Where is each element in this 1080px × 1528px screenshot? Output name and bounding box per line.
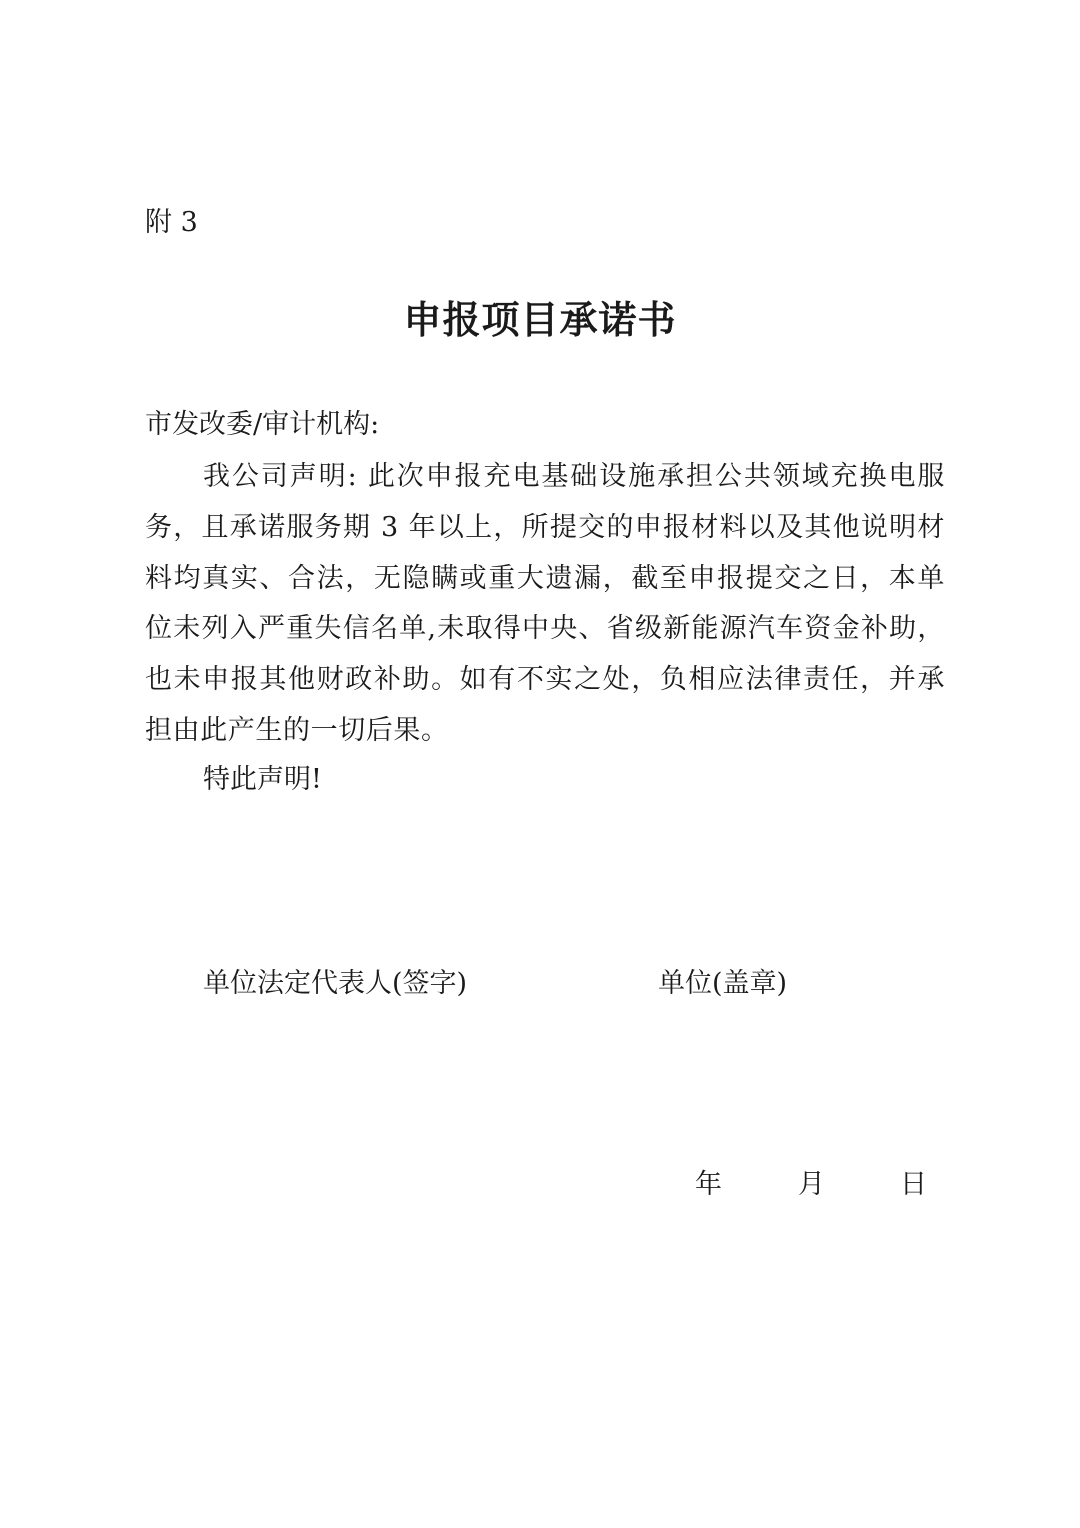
date-day-label: 日: [900, 1169, 927, 1200]
addressee: 市发改委/审计机构:: [145, 409, 380, 440]
company-seal-label: 单位(盖章): [658, 968, 788, 999]
attachment-label: 附 3: [145, 207, 198, 238]
document-title: 申报项目承诺书: [403, 298, 677, 342]
date-year-label: 年: [695, 1169, 722, 1200]
commitment-paragraph: 我公司声明: 此次申报充电基础设施承担公共领域充换电服务，且承诺服务期 3 年以上，所提交的申报材料以及其他说明材料均真实、合法，无隐瞒或重大遗漏，截至申报提交之日，本单位未列入严重失信名单,未取得中央、省级新能源汽车资金补助，也未申报其他财政补助。如有不实之处，负相应法律责任，并承担由此产生的一切后果。: [145, 461, 945, 746]
closing-statement: 特此声明!: [203, 764, 322, 795]
date-month-label: 月: [798, 1169, 825, 1200]
legal-representative-signature-label: 单位法定代表人(签字): [203, 968, 468, 999]
